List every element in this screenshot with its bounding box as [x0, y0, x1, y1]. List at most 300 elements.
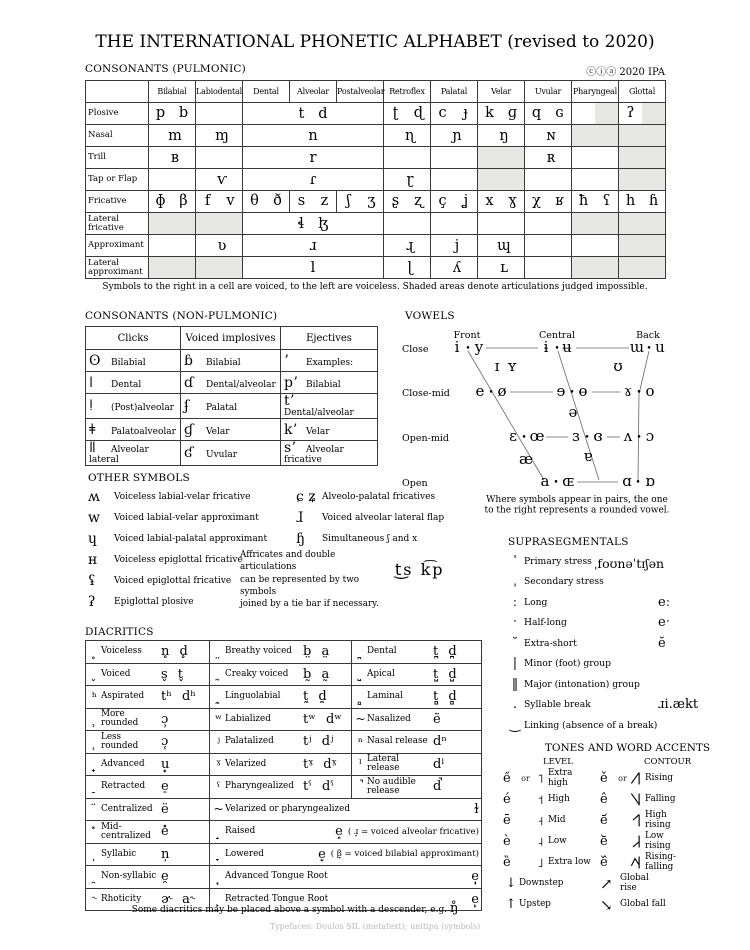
tie-bar-note-line: Affricates and double articulations	[240, 550, 336, 573]
suprasegmental-symbol: |	[512, 656, 518, 672]
consonant-cell	[149, 169, 196, 191]
other-symbol-label: Voiceless epiglottal fricative	[114, 554, 243, 565]
vowel-pair-dot: •	[465, 344, 471, 354]
consonant-cell-content	[196, 169, 242, 190]
consonant-cell	[431, 257, 478, 279]
diacritics-table	[85, 640, 482, 911]
consonant-cell-content	[478, 235, 524, 256]
consonant-cell	[431, 191, 478, 213]
consonant-cell-content	[196, 125, 242, 146]
ipa-symbol-voiceless: ç	[438, 193, 447, 210]
consonant-cell-content	[572, 191, 618, 212]
suprasegmental-symbol: ‖	[511, 676, 519, 692]
tone-example-letter: ê	[600, 792, 608, 807]
nonpulmonic-cell-label: Velar	[206, 426, 230, 437]
tone-step-item	[503, 873, 598, 894]
diacritic-mark: ̽	[92, 824, 97, 839]
diacritic-example: tˠ dˠ	[303, 756, 337, 772]
tone-icon-holder	[630, 771, 645, 786]
vowel-symbol: æ	[518, 450, 534, 468]
consonant-cell-content	[384, 147, 430, 168]
diacritic-label: Rhoticity	[101, 893, 142, 904]
diacritic-cell	[352, 731, 482, 754]
diacritic-label: Aspirated	[101, 691, 145, 702]
global-fall-arrow-icon: ↘	[600, 895, 613, 914]
consonant-cell-content	[149, 169, 195, 190]
ipa-symbol-voiced: ʐ	[414, 193, 423, 210]
consonant-cell	[431, 169, 478, 191]
vowel-symbol: ɔ	[645, 427, 655, 445]
vowel-height-label: Close-mid	[402, 388, 450, 399]
consonant-cell-content	[572, 257, 618, 278]
diacritic-mark: ˤ	[216, 779, 221, 794]
consonant-cell-content	[243, 213, 383, 234]
consonant-cell	[243, 169, 384, 191]
diacritic-mark: ̝	[216, 824, 221, 839]
diacritic-label: Nasalized	[367, 713, 411, 724]
ipa-symbol: kʼ	[284, 421, 297, 438]
consonant-cell-content	[619, 125, 665, 146]
consonant-cell-content	[149, 257, 195, 278]
vowel-pair-dot: •	[488, 388, 494, 398]
ipa-symbol-voiced: ʒ	[367, 193, 376, 210]
tone-level-bar: ˦	[537, 792, 544, 807]
suprasegmental-item	[506, 715, 744, 736]
suprasegmental-symbol: ː	[512, 594, 518, 610]
ipa-symbol-voiced: ɽ	[406, 171, 414, 188]
tone-contour-item	[600, 768, 745, 789]
ipa-symbol-voiced: ʟ	[500, 259, 508, 276]
diacritic-mark: ̰	[216, 667, 221, 682]
vowel-pair-dot: •	[569, 388, 575, 398]
vowel-symbol: ɪ	[494, 357, 500, 375]
ipa-symbol: ʼ	[284, 352, 289, 369]
consonant-cell-content	[619, 169, 665, 190]
tone-level-item	[503, 789, 598, 810]
diacritic-mark: ˡ	[359, 757, 362, 772]
diacritic-mark: ̥	[92, 644, 97, 659]
nonpulmonic-column-header: Voiced implosives	[181, 327, 281, 350]
cell-left-half	[572, 103, 595, 124]
diacritic-label: Velarized	[225, 758, 267, 769]
ipa-symbol-voiceless: s	[297, 193, 306, 210]
suprasegmental-item	[506, 654, 744, 675]
nonpulmonic-cell-label: Palatoalveolar	[111, 426, 176, 437]
vowel-symbol: ʏ	[507, 357, 517, 375]
nonpulmonic-table-container	[85, 326, 378, 466]
ipa-symbol-voiceless: f	[204, 193, 211, 210]
consonant-cell-content	[149, 125, 195, 146]
other-symbols-heading: OTHER SYMBOLS	[88, 472, 190, 484]
diacritic-example: n̥ d̥	[161, 644, 188, 660]
ipa-symbol: w	[88, 509, 100, 526]
vowel-symbol: ɯ	[629, 338, 645, 356]
diacritic-cell	[210, 708, 352, 731]
consonant-cell-content	[243, 103, 383, 124]
consonant-cell-content	[478, 103, 524, 124]
diacritic-mark: ̠	[92, 779, 97, 794]
vowel-symbol: i	[454, 338, 460, 356]
consonant-cell-content	[525, 147, 571, 168]
manner-row-label: Lateral fricative	[86, 213, 149, 235]
diacritic-example: tʷ dʷ	[303, 711, 342, 727]
manner-row-label: Approximant	[86, 235, 149, 257]
consonant-cell	[196, 191, 243, 213]
consonant-cell	[384, 191, 431, 213]
ipa-symbol-voiced: β	[179, 193, 188, 210]
tone-example-letter: e᷅	[600, 834, 608, 849]
ipa-symbol-voiced: ɻ	[406, 237, 414, 254]
ipa-symbol-voiceless: χ	[532, 193, 541, 210]
ipa-symbol: ɥ	[88, 530, 98, 547]
ipa-symbol-voiced: ʙ	[170, 149, 180, 166]
consonant-cell	[478, 213, 525, 235]
tone-icon-holder	[630, 855, 645, 870]
tone-label: Rising	[645, 772, 674, 783]
tone-level-item	[503, 810, 598, 831]
diacritic-label: Centralized	[101, 803, 153, 814]
consonant-cell-content	[619, 235, 665, 256]
pulmonic-footnote: Symbols to the right in a cell are voiced, to the left are voiceless. Shaded areas denote articulations judged impossible.	[102, 282, 648, 292]
consonant-cell-content	[525, 257, 571, 278]
tone-label: Falling	[645, 793, 676, 804]
ipa-symbol-voiceless: x	[485, 193, 494, 210]
diacritic-example: t̻ d̻	[433, 689, 457, 705]
diacritic-cell-content	[212, 757, 349, 772]
vowel-pair-dot: •	[554, 344, 560, 354]
manner-row-label: Nasal	[86, 125, 149, 147]
ipa-symbol-voiced: ɟ	[463, 105, 468, 122]
vowel-height-label: Close	[402, 344, 429, 355]
consonant-cell-content	[478, 169, 524, 190]
diacritic-cell	[352, 686, 482, 709]
consonant-cell-content	[525, 235, 571, 256]
diacritic-cell-content	[88, 667, 207, 682]
consonant-cell-content	[572, 213, 618, 234]
ipa-symbol-voiceless: t	[298, 105, 305, 122]
consonant-cell	[384, 103, 431, 125]
tone-example-letter: é	[503, 792, 511, 807]
vowel-symbol: ɨ	[543, 338, 549, 356]
consonant-cell-content	[384, 169, 430, 190]
consonant-cell	[572, 125, 619, 147]
other-symbol-label: Voiced alveolar lateral flap	[322, 512, 445, 523]
diacritic-cell-content	[88, 779, 207, 794]
diacritic-label: Breathy voiced	[225, 646, 292, 657]
tone-step-item	[503, 894, 598, 915]
consonant-cell	[243, 103, 384, 125]
tone-contour-stroke	[631, 794, 639, 805]
nonpulmonic-cell-label: Bilabial	[206, 357, 241, 368]
diacritic-example: tˤ dˤ	[303, 779, 334, 795]
diacritic-mark: ̯	[92, 869, 97, 884]
diacritic-cell-content	[212, 712, 349, 727]
consonant-cell	[196, 147, 243, 169]
consonant-cell-content	[243, 169, 383, 190]
consonant-cell	[619, 147, 666, 169]
global-rise-arrow-icon: ↗	[600, 874, 613, 893]
vowel-symbol: ʌ	[623, 427, 633, 445]
ipa-symbol: tʼ	[284, 393, 295, 409]
ipa-symbol: ʍ	[88, 488, 100, 505]
manner-row-label: Lateral approximant	[86, 257, 149, 279]
nonpulmonic-cell	[86, 419, 181, 441]
ipa-symbol-voiced: d	[318, 105, 328, 122]
consonant-cell	[525, 125, 572, 147]
diacritic-cell	[86, 708, 210, 731]
diacritic-cell-content	[212, 779, 349, 794]
consonant-cell-content	[337, 191, 383, 212]
consonant-cell-content	[572, 169, 618, 190]
consonant-cell-content	[431, 235, 477, 256]
place-header: Labiodental	[196, 81, 243, 103]
diacritic-cell	[352, 753, 482, 776]
consonant-cell	[196, 169, 243, 191]
ipa-symbol-voiced: ɹ	[309, 237, 317, 254]
consonant-cell	[619, 191, 666, 213]
consonant-cell-content	[431, 191, 477, 212]
ipa-symbol: ʢ	[88, 572, 96, 589]
consonant-cell	[619, 169, 666, 191]
nonpulmonic-cell	[86, 394, 181, 419]
ipa-symbol: ʘ	[89, 352, 101, 369]
ipa-symbol-voiceless: c	[438, 105, 447, 122]
consonant-cell-content	[384, 103, 430, 124]
diacritic-example: t̺ d̺	[433, 666, 457, 682]
diacritic-cell-content	[212, 734, 349, 749]
diacritic-cell-content	[354, 755, 479, 773]
suprasegmental-label: Major (intonation) group	[524, 678, 640, 690]
ipa-symbol: ɓ	[184, 352, 193, 369]
consonant-cell	[243, 213, 384, 235]
tone-contour-item	[600, 852, 745, 873]
consonant-cell-content	[384, 125, 430, 146]
vowel-symbol: ɞ	[593, 427, 603, 445]
consonant-cell-content	[384, 257, 430, 278]
consonant-cell	[243, 191, 290, 213]
diacritic-example: ɔ̜	[161, 734, 169, 750]
ipa-symbol-voiced: ð	[273, 193, 282, 210]
diacritics-heading: DIACRITICS	[85, 626, 154, 638]
consonant-cell-content	[478, 147, 524, 168]
consonant-cell-content	[478, 257, 524, 278]
ipa-symbol-voiced: ʕ	[602, 193, 611, 210]
diacritic-mark: ̼	[216, 689, 221, 704]
consonant-cell	[384, 169, 431, 191]
diacritic-label: Velarized or pharyngealized	[225, 803, 350, 814]
consonant-cell	[525, 257, 572, 279]
fall-tone-bar-icon	[630, 792, 641, 807]
tie-bar-examples: t͜s k͡p	[395, 560, 445, 579]
consonant-cell	[196, 235, 243, 257]
diacritic-example: t̪ d̪	[433, 644, 457, 660]
ipa-symbol: ǂ	[89, 421, 96, 438]
ipa-symbol: ɺ	[296, 509, 304, 526]
consonant-cell-content	[431, 103, 477, 124]
manner-row-label: Tap or Flap	[86, 169, 149, 191]
nonpulmonic-cell	[281, 419, 378, 441]
diacritic-example: e̠	[161, 779, 169, 795]
tone-label: Rising-falling	[645, 852, 677, 872]
tones-contour-list	[600, 768, 745, 915]
diacritic-cell-content	[88, 757, 207, 772]
diacritic-example: b̰ a̰	[303, 666, 330, 682]
consonant-cell	[572, 169, 619, 191]
ipa-symbol-voiced: n	[308, 127, 318, 144]
consonant-cell-content	[572, 235, 618, 256]
consonant-cell-content	[384, 213, 430, 234]
vowel-symbol: ɘ	[556, 382, 566, 400]
diacritic-mark: ̪	[358, 644, 363, 659]
diacritic-label: More rounded	[101, 709, 139, 729]
diacritic-example: e̽	[161, 824, 169, 840]
consonant-cell-content	[572, 125, 618, 146]
diacritic-cell	[86, 731, 210, 754]
ipa-symbol: ɗ	[184, 374, 194, 391]
diacritic-label: Apical	[367, 668, 395, 679]
consonant-cell-content	[149, 191, 195, 212]
diacritic-example: e̝	[335, 824, 343, 840]
ipa-symbol-voiceless: h	[625, 193, 636, 210]
ipa-symbol: ɠ	[184, 421, 194, 438]
consonant-cell	[478, 103, 525, 125]
other-symbol-label: Epiglottal plosive	[114, 596, 194, 607]
consonant-cell	[196, 103, 243, 125]
vowel-symbol: ɤ	[623, 382, 633, 400]
nonpulmonic-cell-label: Alveolar lateral	[89, 445, 149, 465]
consonant-cell	[196, 257, 243, 279]
nonpulmonic-cell-label: Palatal	[206, 403, 238, 413]
diacritic-example: ɚ a˞	[161, 891, 196, 907]
ipa-symbol-voiceless: ʈ	[392, 105, 399, 122]
pulmonic-consonants-table	[85, 80, 666, 279]
ipa-symbol-voiced: ɰ	[497, 237, 511, 254]
consonant-cell-content	[525, 103, 571, 124]
consonant-cell	[149, 257, 196, 279]
diacritic-label: Labialized	[225, 713, 271, 724]
vowel-symbol: u	[655, 338, 665, 356]
consonant-cell	[431, 125, 478, 147]
suprasegmental-label: Primary stress	[524, 555, 592, 567]
tone-icon-holder	[630, 792, 645, 807]
consonant-cell-content	[572, 147, 618, 168]
ipa-symbol-voiced: j	[454, 237, 460, 254]
consonant-cell-content	[478, 191, 524, 212]
ipa-symbol-voiced: r	[309, 149, 317, 166]
place-header: Postalveolar	[337, 81, 384, 103]
diacritic-cell	[352, 776, 482, 799]
diacritic-example: d̚	[433, 779, 442, 795]
diacritic-cell	[86, 641, 210, 664]
consonant-cell	[572, 235, 619, 257]
consonant-cell	[478, 125, 525, 147]
vowel-pair-dot: •	[584, 433, 590, 443]
vowel-symbol: ɜ	[572, 427, 580, 445]
diacritic-mark: ̙	[216, 892, 221, 907]
consonant-cell-content	[619, 257, 665, 278]
consonant-cell	[149, 191, 196, 213]
diacritic-mark: ~	[213, 802, 224, 817]
tone-global-item	[600, 894, 745, 915]
diacritic-mark: ̤	[216, 644, 221, 659]
consonant-cell	[431, 147, 478, 169]
consonant-cell-content	[478, 125, 524, 146]
diacritic-mark: ̹	[92, 712, 97, 727]
consonant-cell	[525, 235, 572, 257]
diacritic-label: Pharyngealized	[225, 781, 294, 792]
vowel-height-label: Open-mid	[402, 433, 449, 444]
vowel-pair-dot: •	[636, 433, 642, 443]
vowel-backness-label: Central	[538, 330, 576, 341]
nonpulmonic-cell-label: Dental	[111, 379, 142, 390]
consonant-cell-content	[525, 169, 571, 190]
place-header: Bilabial	[149, 81, 196, 103]
diacritic-cell	[210, 663, 352, 686]
nonpulmonic-column-header: Clicks	[86, 327, 181, 350]
descender-example-symbol: ŋ̊	[449, 901, 459, 916]
ipa-symbol: ǁ	[89, 440, 96, 456]
consonant-cell-content	[525, 191, 571, 212]
consonant-cell	[478, 257, 525, 279]
diacritic-mark: ˠ	[216, 757, 221, 772]
place-header: Glottal	[619, 81, 666, 103]
diacritics-table-container	[85, 640, 482, 911]
diacritic-cell-content	[212, 802, 479, 817]
diacritic-mark: ̞	[216, 847, 221, 862]
tone-contour-stroke	[633, 815, 639, 821]
ipa-symbol-voiced: ⱱ	[217, 171, 227, 188]
consonant-cell	[384, 235, 431, 257]
tone-example-letter: e᷄	[600, 813, 608, 828]
diacritic-example: dⁿ	[433, 734, 447, 750]
vowel-pair-dot: •	[553, 478, 559, 488]
diacritic-cell	[210, 753, 352, 776]
tone-label: Mid	[548, 814, 566, 825]
diacritic-note: ( β̞ = voiced bilabial approximant)	[330, 849, 479, 860]
ipa-symbol-voiced: b	[178, 105, 189, 122]
diacritic-cell-content	[88, 847, 207, 862]
diacritic-cell	[352, 641, 482, 664]
diacritic-label: Advanced	[101, 758, 145, 769]
consonant-cell-content	[196, 191, 242, 212]
nonpulmonic-cell	[281, 394, 378, 419]
consonant-cell-content	[149, 103, 195, 124]
place-header: Retroflex	[384, 81, 431, 103]
ipa-symbol-voiceless: k	[485, 105, 494, 122]
diacritic-cell	[210, 866, 482, 889]
ipa-symbol-voiced: ʎ	[452, 259, 462, 276]
consonant-cell-content	[196, 103, 242, 124]
diacritic-mark: ̈	[92, 802, 97, 817]
vowel-symbol: ɐ	[583, 447, 593, 465]
diacritic-label: Laminal	[367, 691, 403, 702]
tone-level-item	[503, 852, 598, 873]
consonant-cell-content	[431, 147, 477, 168]
diacritic-mark: ʰ	[91, 689, 98, 704]
consonant-cell	[243, 257, 384, 279]
diacritic-cell	[86, 776, 210, 799]
tie-bar-note-line: can be represented by two symbols	[240, 574, 360, 597]
consonant-cell-content	[478, 213, 524, 234]
suprasegmental-label: Secondary stress	[524, 576, 604, 588]
vowels-heading: VOWELS	[405, 310, 455, 322]
or-label: or	[618, 774, 627, 783]
diacritic-cell	[86, 753, 210, 776]
place-header: Pharyngeal	[572, 81, 619, 103]
consonant-cell-content	[431, 169, 477, 190]
tone-contour-item	[600, 810, 745, 831]
suprasegmental-item	[506, 572, 744, 593]
